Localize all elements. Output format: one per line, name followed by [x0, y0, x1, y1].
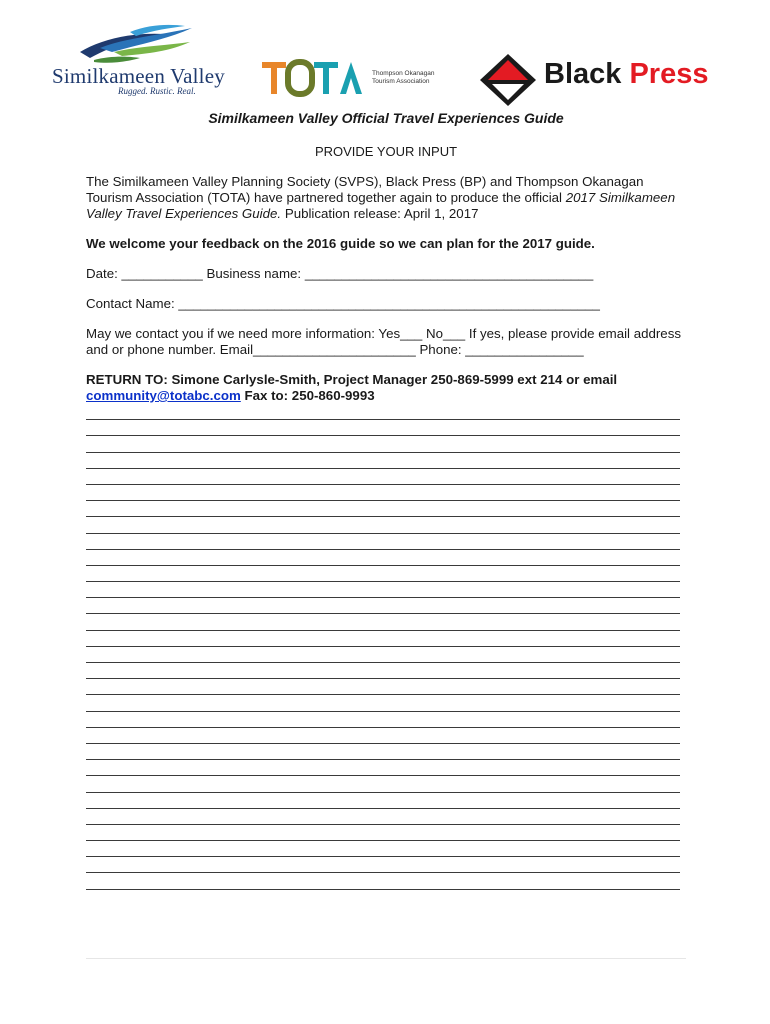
contact-permission-field[interactable]: May we contact you if we need more information: Yes___ No___ If yes, please provide email address and or phone number. Email______________________ Phone: ________________ — [86, 326, 681, 357]
writing-line[interactable] — [86, 679, 680, 695]
black-press-logo — [478, 52, 738, 112]
writing-line[interactable] — [86, 728, 680, 744]
writing-line[interactable] — [86, 501, 680, 517]
writing-line[interactable] — [86, 582, 680, 598]
writing-line[interactable] — [86, 517, 680, 533]
writing-line[interactable] — [86, 453, 680, 469]
black-press-mark-icon — [478, 52, 538, 108]
black-press-word-press: Press — [629, 58, 709, 90]
publication-release: Publication release: April 1, 2017 — [281, 206, 479, 221]
black-press-wordmark — [544, 58, 708, 91]
page-subtitle: PROVIDE YOUR INPUT — [314, 144, 458, 159]
writing-line[interactable] — [86, 825, 680, 841]
fax-number: Fax to: 250-860-9993 — [240, 388, 375, 403]
welcome-statement: We welcome your feedback on the 2016 guide so we can plan for the 2017 guide. — [86, 236, 595, 251]
writing-line[interactable] — [86, 793, 680, 809]
logo-row — [0, 22, 770, 102]
writing-line[interactable] — [86, 809, 680, 825]
writing-line[interactable] — [86, 857, 680, 873]
tota-subtitle: Thompson Okanagan Tourism Association — [372, 70, 435, 85]
writing-line[interactable] — [86, 485, 680, 501]
writing-line[interactable] — [86, 712, 680, 728]
page-title: Similkameen Valley Official Travel Experiences Guide — [208, 110, 564, 126]
footer-divider — [86, 958, 686, 959]
document-body — [86, 110, 686, 890]
similkameen-valley-logo — [52, 22, 225, 100]
writing-line[interactable] — [86, 566, 680, 582]
contact-name-field[interactable]: Contact Name: _________________________________________________________ — [86, 296, 600, 311]
similkameen-valley-wordmark: Similkameen Valley — [52, 64, 225, 88]
intro-paragraph — [86, 174, 686, 222]
writing-line[interactable] — [86, 614, 680, 630]
writing-line[interactable] — [86, 663, 680, 679]
writing-line[interactable] — [86, 873, 680, 889]
writing-line[interactable] — [86, 404, 680, 420]
tota-logo — [262, 58, 462, 108]
similkameen-valley-bird-icon — [70, 22, 200, 66]
similkameen-valley-tagline: Rugged. Rustic. Real. — [118, 86, 196, 96]
writing-line[interactable] — [86, 550, 680, 566]
writing-line[interactable] — [86, 695, 680, 711]
return-to-text: RETURN TO: Simone Carlysle-Smith, Project Manager 250-869-5999 ext 214 or email — [86, 372, 618, 387]
feedback-writing-lines[interactable] — [86, 404, 686, 890]
writing-line[interactable] — [86, 631, 680, 647]
writing-line[interactable] — [86, 841, 680, 857]
writing-line[interactable] — [86, 760, 680, 776]
tota-wordmark-graphic — [262, 58, 366, 98]
writing-line[interactable] — [86, 420, 680, 436]
date-business-field[interactable]: Date: ___________ Business name: _______________________________________ — [86, 266, 594, 281]
writing-line[interactable] — [86, 598, 680, 614]
return-to-block — [86, 372, 686, 404]
black-press-word-black: Black — [544, 58, 622, 90]
writing-line[interactable] — [86, 744, 680, 760]
writing-line[interactable] — [86, 436, 680, 452]
writing-line[interactable] — [86, 534, 680, 550]
email-link[interactable]: community@totabc.com — [86, 388, 241, 403]
intro-text: The Similkameen Valley Planning Society (SVPS), Black Press (BP) and Thompson Okanagan Tourism Association (TOTA) have partnered together again to produce the official — [86, 174, 644, 205]
writing-line[interactable] — [86, 647, 680, 663]
guide-name: 2017 Similkameen Valley Travel Experiences Guide. — [86, 190, 676, 221]
writing-line[interactable] — [86, 469, 680, 485]
writing-line[interactable] — [86, 776, 680, 792]
